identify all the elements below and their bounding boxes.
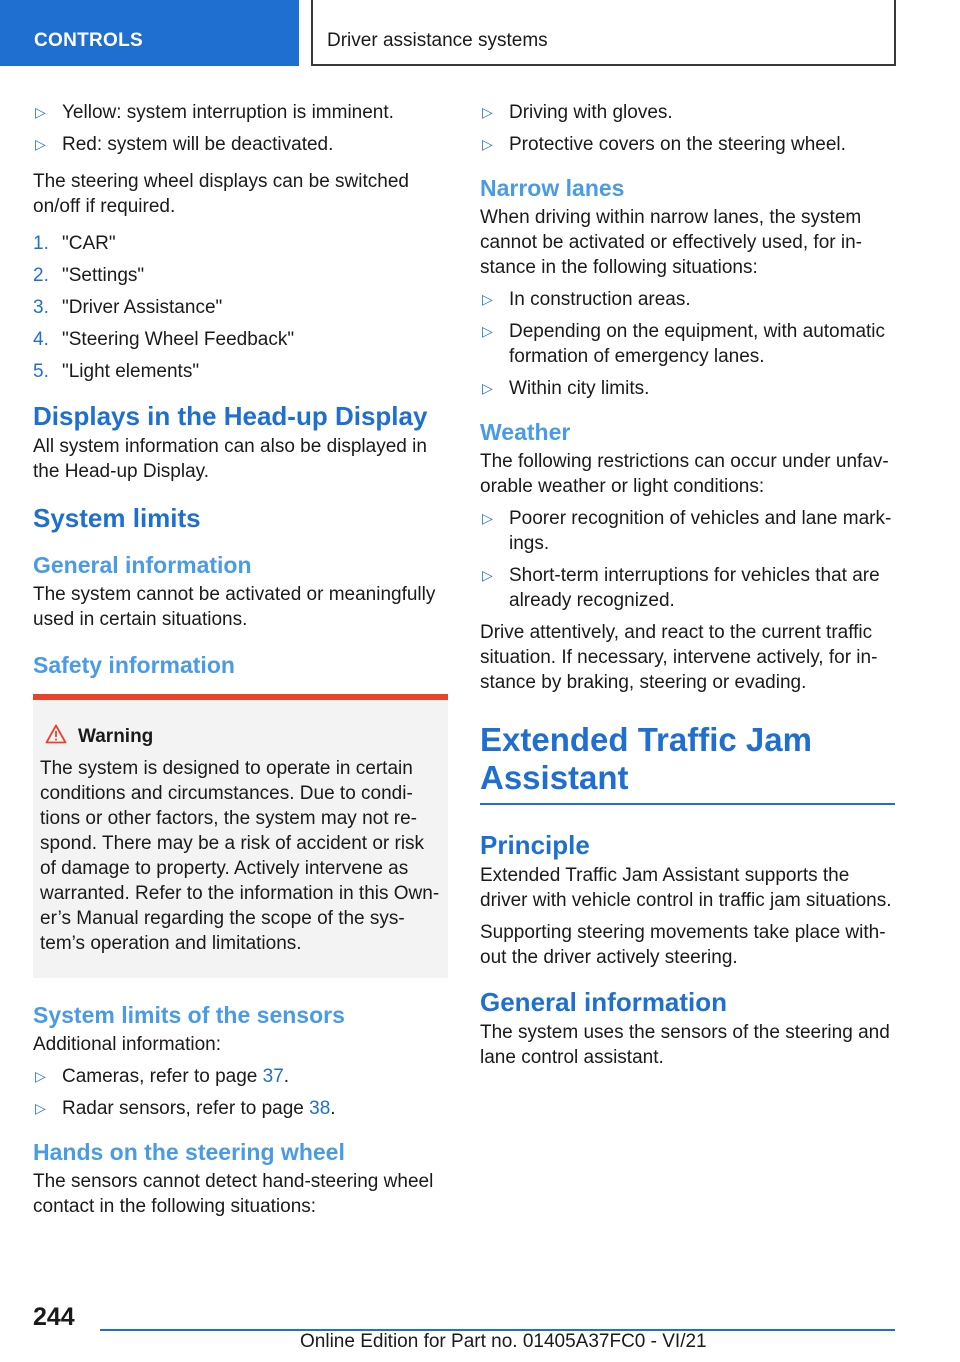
heading-safety-information: Safety information xyxy=(33,652,235,678)
warning-text: The system is designed to operate in certain conditions and circumstances. Due to condi‐tions or other factors, the system may not re‐spond. There may be a risk of accident or risk of damage to property. Actively intervene as warranted. Refer to the information in this Own‐er’s Manual regarding the scope of the sys‐tem’s operation and limitations. xyxy=(40,758,440,954)
paragraph: The system uses the sensors of the steering and lane control assistant. xyxy=(480,1022,890,1068)
paragraph: The system cannot be activated or meaningfully used in certain situations. xyxy=(33,584,436,630)
narrow-list xyxy=(480,287,895,401)
heading-principle: Principle xyxy=(480,830,590,860)
list-item: ▷ Within city limits. xyxy=(482,378,650,399)
edition-label: Online Edition for Part no. 01405A37FC0 - VI/21 xyxy=(300,1331,707,1352)
list-item: ▷ Radar sensors, refer to page 38. xyxy=(35,1098,336,1119)
heading-hud: Displays in the Head-up Display xyxy=(33,401,428,431)
step-item: 1. "CAR" xyxy=(33,233,116,254)
paragraph: Additional information: xyxy=(33,1034,221,1055)
warning-title: Warning xyxy=(40,724,440,749)
heading-weather: Weather xyxy=(480,419,571,445)
list-item: ▷ Depending on the equipment, with automatic formation of emergency lanes. xyxy=(482,321,886,367)
triangle-bullet-icon: ▷ xyxy=(35,104,46,120)
triangle-bullet-icon: ▷ xyxy=(35,1068,46,1084)
triangle-bullet-icon: ▷ xyxy=(35,136,46,152)
paragraph: Supporting steering movements take place with‐out the driver actively steering. xyxy=(480,922,886,968)
page-footer xyxy=(0,1295,960,1362)
triangle-bullet-icon: ▷ xyxy=(482,291,493,307)
triangle-bullet-icon: ▷ xyxy=(35,1100,46,1116)
list-item: ▷ Yellow: system interruption is imminent. xyxy=(35,102,394,123)
page-link-38[interactable]: 38 xyxy=(309,1098,331,1119)
triangle-bullet-icon: ▷ xyxy=(482,323,493,339)
triangle-bullet-icon: ▷ xyxy=(482,567,493,583)
list-item: ▷ Poorer recognition of vehicles and lane mark‐ings. xyxy=(482,508,892,554)
triangle-bullet-icon: ▷ xyxy=(482,510,493,526)
triangle-bullet-icon: ▷ xyxy=(482,380,493,396)
heading-extended-traffic-jam-assistant: Extended Traffic Jam Assistant xyxy=(480,721,895,805)
step-item: 3. "Driver Assistance" xyxy=(33,297,223,318)
paragraph: The following restrictions can occur under unfav‐orable weather or light conditions: xyxy=(480,451,889,497)
right-column xyxy=(480,100,895,1077)
heading-sensor-limits: System limits of the sensors xyxy=(33,1002,345,1028)
list-item: ▷ Driving with gloves. xyxy=(482,102,673,123)
page-header xyxy=(0,0,960,66)
warning-box xyxy=(33,694,448,978)
paragraph: The steering wheel displays can be switched on/off if required. xyxy=(33,171,409,217)
heading-hands-on-wheel: Hands on the steering wheel xyxy=(33,1139,345,1165)
warning-triangle-icon xyxy=(45,724,67,744)
list-item: ▷ In construction areas. xyxy=(482,289,691,310)
paragraph: When driving within narrow lanes, the system cannot be activated or effectively used, for in‐stance in the following situations: xyxy=(480,207,862,278)
topic-label: Driver assistance systems xyxy=(327,30,548,51)
triangle-bullet-icon: ▷ xyxy=(482,104,493,120)
paragraph: Extended Traffic Jam Assistant supports the driver with vehicle control in traffic jam situations. xyxy=(480,865,892,911)
weather-list xyxy=(480,506,895,613)
left-column xyxy=(33,100,448,1226)
heading-general-information: General information xyxy=(33,552,252,578)
step-item: 2. "Settings" xyxy=(33,265,145,286)
section-tab xyxy=(0,0,299,66)
heading-system-limits: System limits xyxy=(33,503,201,533)
list-item: ▷ Protective covers on the steering wheel. xyxy=(482,134,846,155)
topic-tab xyxy=(311,0,896,66)
steps-list xyxy=(33,231,448,384)
list-item: ▷ Cameras, refer to page 37. xyxy=(35,1066,290,1087)
step-item: 5. "Light elements" xyxy=(33,361,200,382)
list-item: ▷ Short-term interruptions for vehicles that are already recognized. xyxy=(482,565,880,611)
status-list xyxy=(33,100,448,157)
paragraph: The sensors cannot detect hand-steering wheel contact in the following situations: xyxy=(33,1171,434,1217)
page-link-37[interactable]: 37 xyxy=(262,1066,284,1087)
page-number: 244 xyxy=(33,1303,75,1331)
reference-list xyxy=(33,1064,448,1121)
section-label: CONTROLS xyxy=(34,30,144,51)
paragraph: All system information can also be displayed in the Head-up Display. xyxy=(33,436,427,482)
hands-list xyxy=(480,100,895,157)
step-item: 4. "Steering Wheel Feedback" xyxy=(33,329,295,350)
triangle-bullet-icon: ▷ xyxy=(482,136,493,152)
list-item: ▷ Red: system will be deactivated. xyxy=(35,134,334,155)
heading-narrow-lanes: Narrow lanes xyxy=(480,175,625,201)
paragraph: Drive attentively, and react to the current traffic situation. If necessary, intervene actively, for in‐stance by braking, steering or evading. xyxy=(480,622,878,693)
heading-general-information-2: General information xyxy=(480,987,728,1017)
